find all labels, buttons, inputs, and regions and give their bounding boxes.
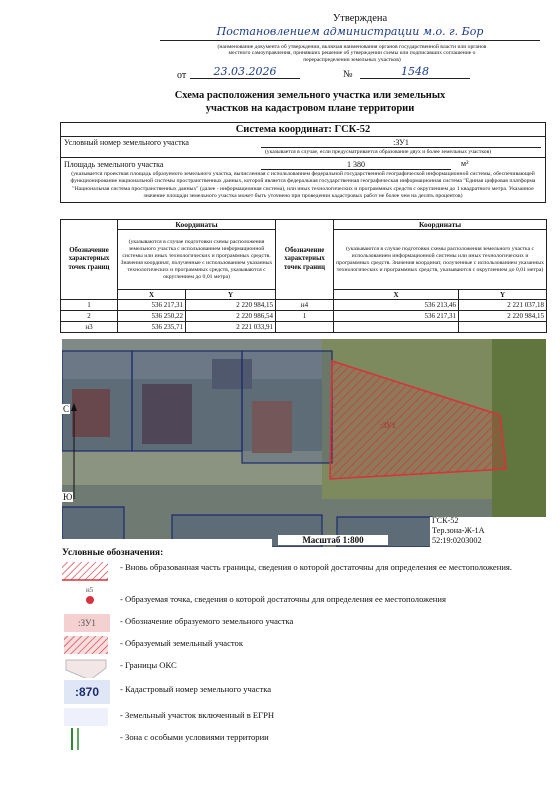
legend-text: - Образуемый земельный участок	[120, 638, 244, 648]
plot-info-block	[60, 122, 546, 203]
empty-cell	[276, 322, 334, 333]
egrn-plot	[242, 351, 332, 463]
stamp-crs: ГСК-52	[432, 516, 459, 525]
scale-label: Масштаб 1:800	[278, 535, 388, 545]
legend-item	[62, 656, 542, 682]
legend-text: - Вновь образованная часть границы, сведения о которой достаточны для определения ее местоположения.	[120, 562, 513, 572]
empty-cell	[459, 322, 547, 333]
number-label: №	[343, 69, 353, 80]
point-header-right: Обозначение характерных точек границ	[276, 220, 334, 300]
north-label: С	[63, 404, 70, 414]
from-label: от	[177, 70, 187, 81]
legend-item	[62, 560, 542, 590]
point-id: н3	[61, 322, 118, 333]
legend-symbol-label: н5	[86, 586, 94, 594]
doc-caption-line-1: (наименование документа об утверждении, включая наименования органов государственной власти или органов	[217, 44, 487, 50]
empty-cell	[334, 322, 459, 333]
table-row	[61, 300, 547, 311]
point-id: 1	[61, 300, 118, 311]
stamp-quarter: 52:19:0203002	[432, 536, 482, 545]
area-unit: м²	[461, 159, 469, 168]
scale-bar-bg	[62, 539, 272, 547]
coords-header-right: Координаты	[334, 220, 547, 230]
point-id: 1	[276, 311, 334, 322]
legend-text: - Земельный участок включенный в ЕГРН	[120, 710, 275, 720]
coordinates-table	[60, 219, 547, 333]
approval-date: 23.03.2026	[190, 65, 300, 79]
point-id: 2	[61, 311, 118, 322]
doc-caption-line-2: местного самоуправления, принявших решение об утверждении схемы или подписавших соглашение о	[228, 50, 476, 57]
table-row	[61, 311, 547, 322]
document-caption	[162, 44, 542, 63]
y-value: 2 220 984,15	[459, 311, 547, 322]
cadastral-number-icon: :870	[64, 680, 110, 704]
legend-text: - Кадастровый номер земельного участка	[120, 684, 272, 694]
stamp-zone: Тер.зона-Ж-1А	[432, 526, 485, 535]
oks-boundary-icon	[62, 656, 110, 678]
plot-label-icon: :ЗУ1	[64, 614, 110, 632]
doc-caption-line-3: перераспределении земельных участков)	[303, 56, 401, 63]
table-row	[61, 322, 547, 333]
y-value: 2 220 984,15	[186, 300, 276, 311]
legend-text: - Обозначение образуемого земельного участка	[120, 616, 294, 626]
egrn-plot	[132, 351, 242, 451]
special-zone-icon	[62, 728, 110, 750]
x-value: 536 217,31	[118, 300, 186, 311]
legend-item	[62, 680, 542, 706]
legend-item	[62, 728, 542, 752]
south-label: Ю	[63, 492, 73, 502]
legend-text: - Границы ОКС	[120, 660, 177, 670]
conditional-number-label: Условный номер земельного участка	[64, 138, 189, 147]
conditional-number-note: (указывается в случае, если предусматривается образование двух и более земельных участков)	[61, 149, 545, 158]
area-note: (указывается проектная площадь образуемого земельного участка, вычисленная с использованием федеральной государственной географической информационной системы, обеспечивающей функционирование национальной системы пространственных данных, которой является федеральная государственная географическая информационная система "Единая цифровая платформа "Национальная система пространственных данных" (далее - информационная система), или иных технологических и программных средств с округлением до 1 квадратного метра. Указанное значение площади земельного участка может быть уточнено при проведении кадастровых работ не более чем на десять процентов)	[70, 171, 536, 199]
egrn-plot	[62, 351, 132, 451]
egrn-plot-icon	[62, 706, 110, 728]
title-line-1: Схема расположения земельного участка или земельных	[174, 90, 446, 101]
area-label: Площадь земельного участка	[64, 160, 164, 169]
coords-header-left: Координаты	[118, 220, 276, 230]
hatch-line-icon	[62, 560, 110, 582]
x-value: 536 235,71	[118, 322, 186, 333]
coords-note-left: (указываются в случае подготовки схемы расположения земельного участка с использованием информационной системы или иных технологических и программных средств. Значения координат, полученные с использованием указанных технологических и программных средств, указываются с округлением до 0,01 метра)	[118, 230, 276, 290]
page-title	[90, 89, 530, 115]
legend-item	[62, 634, 542, 656]
approval-number: 1548	[360, 65, 470, 79]
handwritten-document-name: Постановлением администрации м.о. г. Бор	[160, 25, 540, 41]
coords-note-right: (указываются в случае подготовки схемы расположения земельного участка с использованием информационной системы или иных технологических и программных средств. Значения координат, полученные с использованием указанных технологических и программных средств, указываются с округлением до 0,01 метра)	[334, 230, 547, 290]
y-header-right: Y	[459, 290, 547, 300]
x-header-left: X	[118, 290, 186, 300]
legend-item	[62, 612, 542, 634]
x-header-right: X	[334, 290, 459, 300]
area-value: 1 380	[261, 160, 451, 170]
y-value: 2 220 986,54	[186, 311, 276, 322]
approved-label: Утверждена	[332, 13, 388, 24]
legend-item	[62, 706, 542, 728]
point-id: н4	[276, 300, 334, 311]
y-value: 2 221 037,18	[459, 300, 547, 311]
x-value: 536 217,31	[334, 311, 459, 322]
map-stamp	[432, 516, 546, 546]
x-value: 536 250,22	[118, 311, 186, 322]
y-value: 2 221 033,91	[186, 322, 276, 333]
legend-title: Условные обозначения:	[62, 548, 164, 558]
legend-text: - Зона с особыми условиями территории	[120, 732, 269, 742]
legend-text: - Образуемая точка, сведения о которой достаточны для определения ее местоположения	[120, 594, 446, 604]
legend-item	[62, 586, 542, 612]
title-line-2: участков на кадастровом плане территории	[205, 103, 415, 114]
point-header-left: Обозначение характерных точек границ	[61, 220, 118, 300]
x-value: 536 213,46	[334, 300, 459, 311]
parcel-label: :ЗУ1	[380, 421, 396, 430]
y-header-left: Y	[186, 290, 276, 300]
hatched-area-icon	[62, 634, 110, 656]
conditional-number-value: :ЗУ1	[261, 138, 541, 148]
coordinate-system-title: Система координат: ГСК-52	[61, 123, 545, 137]
cadastral-map	[62, 339, 546, 547]
